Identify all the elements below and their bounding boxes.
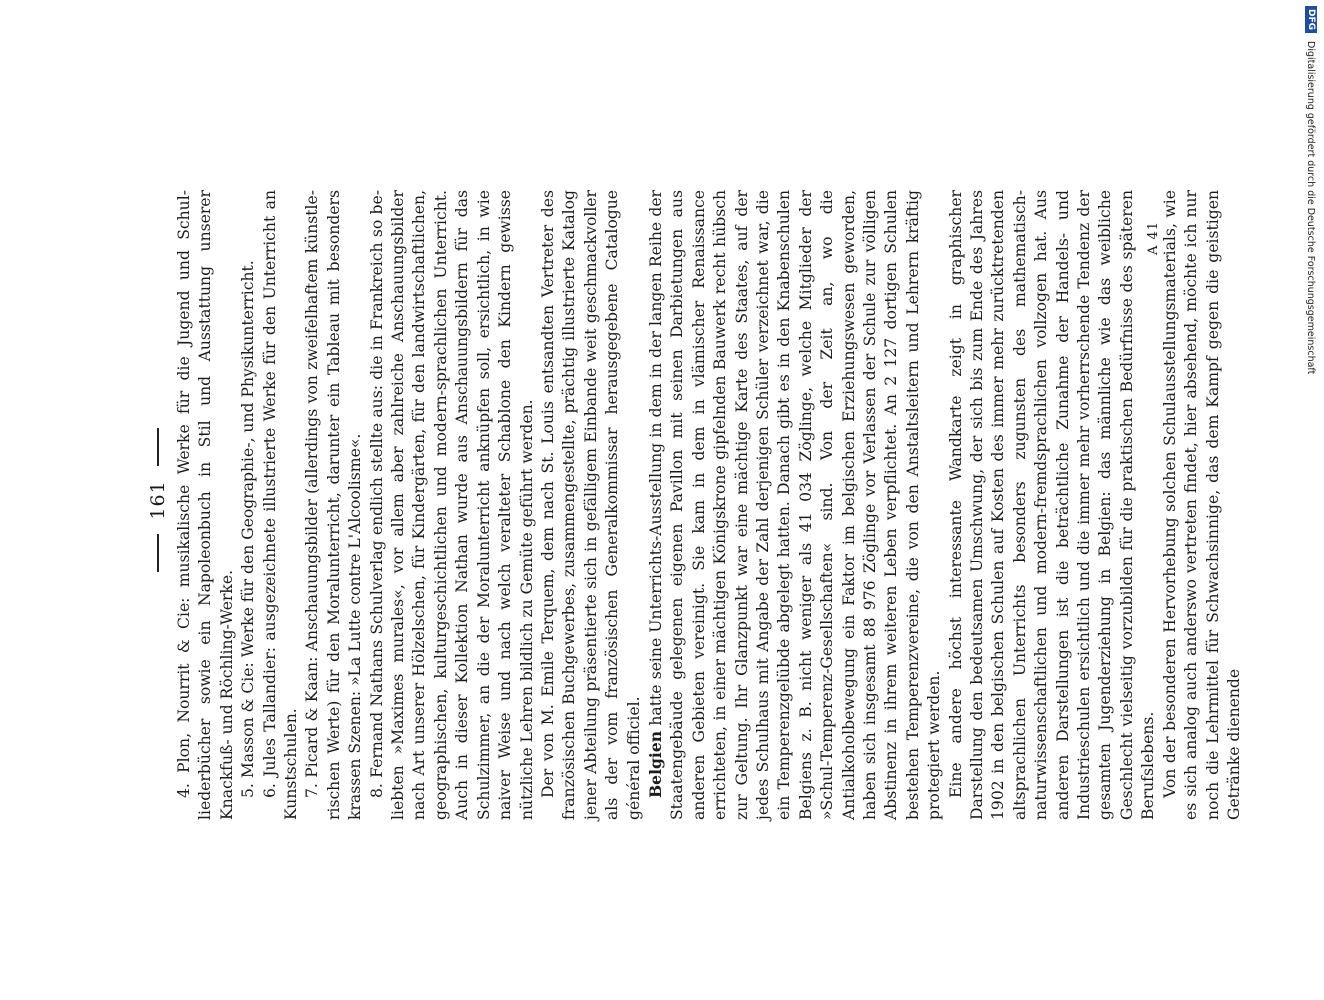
page-number-text: 161 <box>147 480 169 520</box>
paragraph-terquem: Der von M. Emile Terquem, dem nach St. Louis entsandten Vertreter des französischen Buchgewerbes, zusammengestellte, prächtig illustrierte Katalog jener Abteilung präsentierte sich in gefälligem Einbande weit geschmackvoller als der vom französischen Generalkommissar herausgegebene Catalogue général officiel. <box>538 190 643 820</box>
rotated-book-page <box>140 0 1324 1000</box>
page-number-dash-left <box>157 534 159 572</box>
body-text <box>174 190 1245 820</box>
belgien-text: hatte seine Unterrichts-Ausstellung in dem in der langen Reihe der Staatengebäude gelegenen eigenen Pavillon mit seinen Darbietungen aus anderen Gebieten vereinigt. Sie kam in dem in vlämischer Renaissance errichteten, in einer mächtigen Königskrone gipfelnden Bauwerk recht hübsch zur Geltung. Ihr Glanzpunkt war eine mächtige Karte des Staates, auf der jedes Schulhaus mit Angabe der Zahl derjenigen Schüler verzeichnet war, die ein Temperenzgelübde abgelegt hatten. Danach gibt es in den Knabenschulen Belgiens z. B. nicht weniger als 41 034 Zöglinge, welche Mitglieder der »Schul-Temperenz-Gesellschaften« sind. Von der Zeit an, wo die Antialkoholbewegung ein Faktor im belgischen Erziehungswesen geworden, haben sich insgesamt 88 976 Zöglinge vor Verlassen der Schule zur völligen Abstinenz in ihrem weiteren Leben verpflichtet. An 2 127 dortigen Schulen bestehen Temperenzvereine, die von den Anstaltsleitern und Lehrern kräftig protegiert werden. <box>646 190 944 820</box>
paragraph-item-4: 4. Plon, Nourrit & Cie: musikalische Werke für die Jugend und Schulliederbücher sowie ein Napoleonbuch in Stil und Ausstattung unserer Knackfuß- und Röchling-Werke. <box>175 190 236 820</box>
credit-text: Digitalisierung gefördert durch die Deutsche Forschungsgemeinschaft <box>1305 41 1317 375</box>
paragraph-item-6: 6. Jules Tallandier: ausgezeichnete illustrierte Werke für den Unterricht an Kunstschulen. <box>260 190 301 820</box>
sheet-signature: A 41 <box>1146 220 1161 255</box>
belgien-heading: Belgien <box>645 730 665 798</box>
paragraph-belgien <box>645 190 946 820</box>
paragraph-wandkarte: Eine andere höchst interessante Wandkarte zeigt in graphischer Darstellung den bedeutsamen Umschwung, der sich bis zum Ende des Jahres 1902 in den belgischen Schulen auf Kosten des immer mehr zurücktretenden altsprachlichen Unterrichts besonders zugunsten des mathematisch-naturwissenschaftlichen und modern-fremdsprachlichen vollzogen hat. Aus anderen Darstellungen ist die beträchtliche Zunahme der Handels- und Industrieschulen ersichtlich und die immer mehr vorherrschende Tendenz der gesamten Jugenderziehung in Belgien: das männliche wie das weibliche Geschlecht vielseitig vorzubilden für die praktischen Bedürfnisse des späteren Berufslebens. <box>946 190 1158 820</box>
page-number-dash-right <box>157 428 159 466</box>
dfg-logo: DFG <box>1305 6 1317 33</box>
paragraph-lehrmittel: Von der besonderen Hervorhebung solchen Schulausstellungsmaterials, wie es sich analog auch anderswo vertreten findet, hier absehend, möchte ich nur noch die Lehrmittel für Schwachsinnige, das dem Kampf gegen die geistigen Getränke dienende <box>1160 190 1243 820</box>
paragraph-item-8: 8. Fernand Nathans Schulverlag endlich stellte aus: die in Frankreich so beliebten »Maximes murales«, vor allem aber zahlreiche Anschauungsbilder nach Art unserer Hölzelschen, für Kindergärten, für den landwirtschaftlichen, geographischen, kulturgeschichtlichen und modern-sprachlichen Unterricht. Auch in dieser Kollektion Nathan wurde aus Anschauungsbildern für das Schulzimmer, an die der Moralunterricht anknüpfen soll, ersichtlich, in wie naiver Weise und nach welch veralteter Schablone den Kindern gewisse nützliche Lehren bildlich zu Gemüte geführt werden. <box>367 190 536 820</box>
page-content <box>140 0 1324 1000</box>
paragraph-item-7: 7. Picard & Kaan: Anschauungsbilder (allerdings von zweifelhaftem künstlerischen Werte) für den Moralunterricht, darunter ein Tableau mit besonders krassen Szenen: »La Lutte contre L'Alcoolisme«. <box>303 190 365 820</box>
credit-line <box>1298 0 1324 406</box>
paragraph-item-5: 5. Masson & Cie: Werke für den Geographie-, und Physikunterricht. <box>239 260 258 798</box>
page-number <box>140 0 176 1000</box>
digitization-credit <box>1294 0 1324 1000</box>
